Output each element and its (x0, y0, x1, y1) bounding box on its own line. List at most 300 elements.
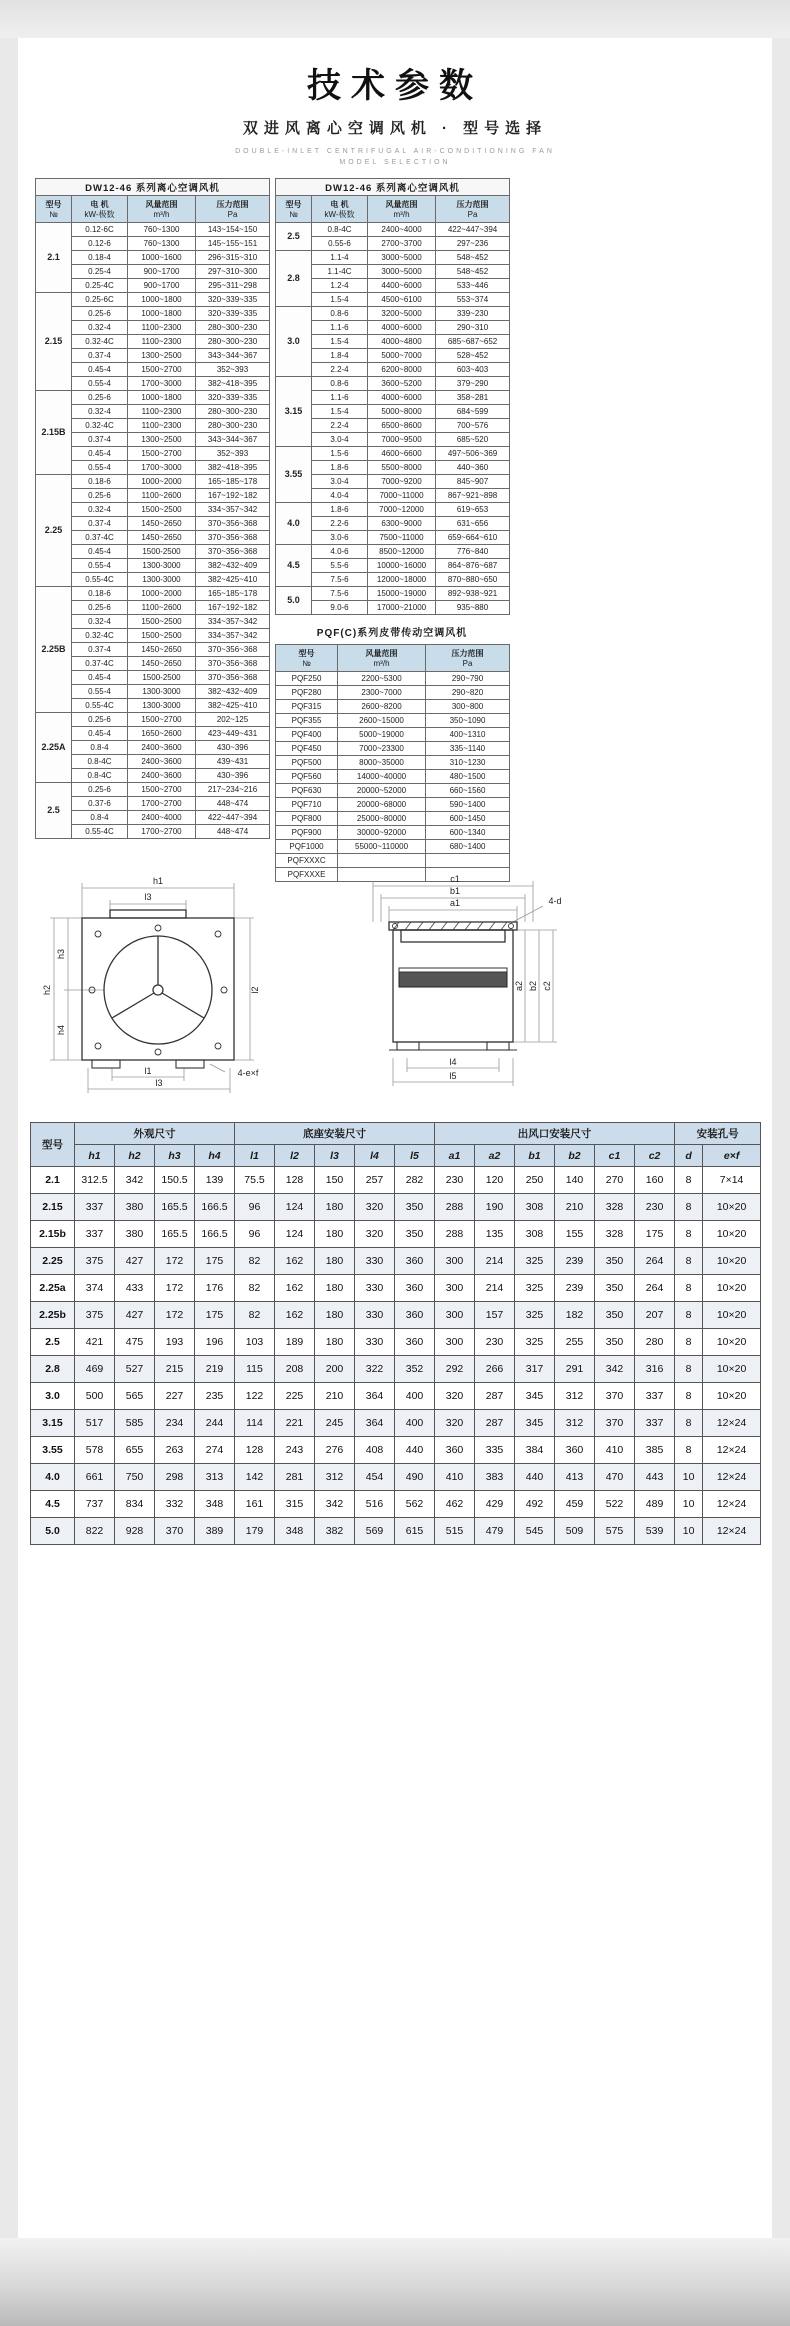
column-header (368, 196, 436, 223)
model-cell: PQF900 (276, 826, 338, 840)
dimension-cell: 244 (195, 1410, 235, 1437)
dimension-cell: 287 (475, 1410, 515, 1437)
dimension-cell: 180 (315, 1194, 355, 1221)
dimension-cell: 350 (595, 1302, 635, 1329)
dimension-cell: 312.5 (75, 1167, 115, 1194)
column-header-line2: kW-极数 (324, 209, 355, 219)
dimension-cell: 380 (115, 1194, 155, 1221)
column-header-line2: № (289, 209, 298, 219)
airflow-cell: 12000~18000 (368, 573, 436, 587)
model-cell: PQF560 (276, 770, 338, 784)
pressure-cell: 382~432~409 (196, 685, 270, 699)
page-title: 技术参数 (307, 67, 483, 105)
column-header-line2: m³/h (373, 658, 390, 668)
sub-header: b2 (555, 1145, 595, 1167)
dimension-cell: 360 (395, 1302, 435, 1329)
dimension-cell: 350 (395, 1221, 435, 1248)
motor-cell: 1.8-6 (312, 461, 368, 475)
airflow-cell: 10000~16000 (368, 559, 436, 573)
model-cell: 3.0 (31, 1383, 75, 1410)
table-row (276, 405, 510, 419)
airflow-cell: 2400~3600 (128, 755, 196, 769)
motor-cell: 1.8-6 (312, 503, 368, 517)
pressure-cell: 892~938~921 (436, 587, 510, 601)
motor-cell: 0.32-4 (72, 615, 128, 629)
dimension-cell: 12×24 (703, 1464, 761, 1491)
table-body (36, 223, 270, 839)
model-cell: 3.55 (276, 447, 312, 503)
table-row (36, 741, 270, 755)
dimension-cell: 200 (315, 1356, 355, 1383)
pressure-cell: 300~800 (426, 700, 510, 714)
pressure-cell: 370~356~368 (196, 643, 270, 657)
dimension-cell: 196 (195, 1329, 235, 1356)
airflow-cell: 1100~2300 (128, 405, 196, 419)
group-header: 出风口安装尺寸 (435, 1123, 675, 1145)
column-header (436, 196, 510, 223)
table-row (36, 769, 270, 783)
table-row (36, 279, 270, 293)
model-cell: 3.15 (276, 377, 312, 447)
column-header (72, 196, 128, 223)
dimension-cell: 470 (595, 1464, 635, 1491)
pressure-cell: 553~374 (436, 293, 510, 307)
pressure-cell: 680~1400 (426, 840, 510, 854)
pressure-cell: 685~520 (436, 433, 510, 447)
dimension-cell: 360 (555, 1437, 595, 1464)
pressure-cell: 379~290 (436, 377, 510, 391)
pressure-cell: 528~452 (436, 349, 510, 363)
dimension-cell: 221 (275, 1410, 315, 1437)
pressure-cell: 600~1340 (426, 826, 510, 840)
pressure-cell: 217~234~216 (196, 783, 270, 797)
column-header-line1: 型号 (298, 648, 315, 658)
pressure-cell: 334~357~342 (196, 503, 270, 517)
table-row (276, 363, 510, 377)
motor-cell: 3.0-6 (312, 531, 368, 545)
pressure-cell: 350~1090 (426, 714, 510, 728)
dimension-cell: 150.5 (155, 1167, 195, 1194)
airflow-cell: 4000~6000 (368, 391, 436, 405)
pressure-cell: 145~155~151 (196, 237, 270, 251)
column-header (276, 196, 312, 223)
dimension-cell: 8 (675, 1356, 703, 1383)
dimension-cell: 300 (435, 1329, 475, 1356)
model-cell: PQF630 (276, 784, 338, 798)
dimension-cell: 10 (675, 1518, 703, 1545)
dimension-cell: 312 (315, 1464, 355, 1491)
dimension-cell: 239 (555, 1275, 595, 1302)
airflow-cell: 900~1700 (128, 265, 196, 279)
table-row (36, 559, 270, 573)
motor-cell: 0.37-4 (72, 349, 128, 363)
dimension-cell: 375 (75, 1302, 115, 1329)
dimension-cell: 400 (395, 1410, 435, 1437)
dimension-cell: 280 (635, 1329, 675, 1356)
dimension-cell: 276 (315, 1437, 355, 1464)
sub-header: l4 (355, 1145, 395, 1167)
dimension-cell: 225 (275, 1383, 315, 1410)
dimension-cell: 264 (635, 1275, 675, 1302)
dimension-cell: 180 (315, 1302, 355, 1329)
motor-cell: 2.2-4 (312, 419, 368, 433)
airflow-cell: 1700~3000 (128, 461, 196, 475)
table-row (36, 629, 270, 643)
dim-label-l4: l4 (449, 1057, 457, 1067)
dimension-cell: 162 (275, 1248, 315, 1275)
airflow-cell: 20000~52000 (338, 784, 426, 798)
motor-cell: 0.32-4C (72, 335, 128, 349)
airflow-cell (338, 854, 426, 868)
airflow-cell: 760~1300 (128, 237, 196, 251)
table-row (276, 812, 510, 826)
dim-label-h1: h1 (152, 876, 164, 886)
column-header-line2: Pa (462, 658, 473, 668)
dimension-cell: 320 (435, 1410, 475, 1437)
dimension-cell: 492 (515, 1491, 555, 1518)
sub-header: l1 (235, 1145, 275, 1167)
model-cell: 3.15 (31, 1410, 75, 1437)
dimension-cell: 459 (555, 1491, 595, 1518)
dimension-cell: 308 (515, 1221, 555, 1248)
motor-cell: 1.1-6 (312, 391, 368, 405)
dimension-cell: 175 (635, 1221, 675, 1248)
airflow-cell: 30000~92000 (338, 826, 426, 840)
table-row (36, 517, 270, 531)
dimension-cell: 479 (475, 1518, 515, 1545)
model-cell: 2.8 (276, 251, 312, 307)
airflow-cell: 1700~2700 (128, 825, 196, 839)
airflow-cell: 6500~8600 (368, 419, 436, 433)
table-row (276, 265, 510, 279)
table-row (31, 1194, 761, 1221)
dimension-cell: 291 (555, 1356, 595, 1383)
dimension-cell: 172 (155, 1275, 195, 1302)
dimension-cell: 342 (595, 1356, 635, 1383)
table-row (31, 1491, 761, 1518)
side-shaft-bar (399, 968, 507, 987)
column-header (312, 196, 368, 223)
dimension-cell: 12×24 (703, 1491, 761, 1518)
table-row (276, 854, 510, 868)
pressure-cell: 448~474 (196, 825, 270, 839)
airflow-cell: 1300~2500 (128, 433, 196, 447)
dimension-cell: 421 (75, 1329, 115, 1356)
pressure-cell: 590~1400 (426, 798, 510, 812)
dimension-cell: 10 (675, 1491, 703, 1518)
table-row (276, 531, 510, 545)
table-head (36, 179, 270, 223)
dimension-cell: 162 (275, 1275, 315, 1302)
side-bolt-holes (393, 924, 514, 929)
pressure-cell: 382~432~409 (196, 559, 270, 573)
airflow-cell: 2200~5300 (338, 672, 426, 686)
motor-cell: 4.0-6 (312, 545, 368, 559)
pressure-cell: 439~431 (196, 755, 270, 769)
pressure-cell: 296~315~310 (196, 251, 270, 265)
airflow-cell: 1500~2500 (128, 503, 196, 517)
table-row (36, 377, 270, 391)
table-row (276, 475, 510, 489)
dimension-cell: 490 (395, 1464, 435, 1491)
motor-cell: 0.55-4C (72, 573, 128, 587)
model-cell: PQF450 (276, 742, 338, 756)
dimension-cell: 408 (355, 1437, 395, 1464)
dimension-cell: 215 (155, 1356, 195, 1383)
airflow-cell: 5500~8000 (368, 461, 436, 475)
column-header-line1: 风量范围 (365, 648, 398, 658)
pressure-cell: 165~185~178 (196, 475, 270, 489)
dimension-cell: 300 (435, 1248, 475, 1275)
table-row (276, 461, 510, 475)
table-row (36, 335, 270, 349)
dimension-cell: 263 (155, 1437, 195, 1464)
dimension-drawings-section (40, 872, 750, 1100)
dimension-cell: 316 (635, 1356, 675, 1383)
column-header-line2: Pa (467, 209, 478, 219)
dimension-cell: 10×20 (703, 1194, 761, 1221)
dimension-cell: 210 (555, 1194, 595, 1221)
pressure-cell: 400~1310 (426, 728, 510, 742)
motor-cell: 0.12-6 (72, 237, 128, 251)
motor-cell: 9.0-6 (312, 601, 368, 615)
table-row (36, 321, 270, 335)
column-header-line1: 压力范围 (451, 648, 484, 658)
dimension-cell: 350 (595, 1248, 635, 1275)
dimension-cell: 312 (555, 1410, 595, 1437)
page-subtitle-en-line1: DOUBLE-INLET CENTRIFUGAL AIR-CONDITIONING FAN (235, 148, 555, 155)
side-feet (389, 1042, 517, 1050)
pressure-cell: 334~357~342 (196, 615, 270, 629)
dimension-cell: 8 (675, 1329, 703, 1356)
dimension-cell: 266 (475, 1356, 515, 1383)
dimension-cell: 517 (75, 1410, 115, 1437)
table-row (276, 784, 510, 798)
airflow-cell: 2600~8200 (338, 700, 426, 714)
table-row (276, 503, 510, 517)
airflow-cell: 1100~2600 (128, 489, 196, 503)
pressure-cell: 370~356~368 (196, 517, 270, 531)
dimension-cell: 516 (355, 1491, 395, 1518)
table-row (36, 699, 270, 713)
dimension-cell: 128 (275, 1167, 315, 1194)
table-row (276, 251, 510, 265)
pressure-cell: 280~300~230 (196, 321, 270, 335)
airflow-cell: 2400~4000 (128, 811, 196, 825)
dimension-cell: 300 (435, 1275, 475, 1302)
table-row (36, 461, 270, 475)
dimension-cell: 298 (155, 1464, 195, 1491)
airflow-cell: 1500-2500 (128, 545, 196, 559)
motor-cell: 0.25-6 (72, 783, 128, 797)
table-row (36, 601, 270, 615)
dimension-cell: 214 (475, 1248, 515, 1275)
hole-note-exf: 4-e×f (237, 1068, 259, 1078)
motor-cell: 1.5-4 (312, 335, 368, 349)
dimension-cell: 661 (75, 1464, 115, 1491)
dimension-cell: 235 (195, 1383, 235, 1410)
dimension-cell: 120 (475, 1167, 515, 1194)
pressure-cell: 548~452 (436, 265, 510, 279)
dimension-cell: 10×20 (703, 1248, 761, 1275)
column-header (276, 645, 338, 672)
pressure-cell: 480~1500 (426, 770, 510, 784)
dimension-cell: 360 (395, 1275, 435, 1302)
table-title: DW12-46 系列离心空调风机 (276, 179, 510, 196)
motor-cell: 0.25-6 (72, 713, 128, 727)
dimension-cell: 115 (235, 1356, 275, 1383)
column-header (338, 645, 426, 672)
motor-cell: 5.5-6 (312, 559, 368, 573)
dimension-cell: 161 (235, 1491, 275, 1518)
column-header-line1: 风量范围 (385, 199, 418, 209)
airflow-cell: 2400~3600 (128, 741, 196, 755)
dimension-cell: 348 (275, 1518, 315, 1545)
top-margin-band (0, 0, 790, 38)
model-cell: 5.0 (31, 1518, 75, 1545)
pressure-cell: 167~192~182 (196, 601, 270, 615)
table-row (276, 517, 510, 531)
column-header-line2: m³/h (393, 209, 410, 219)
table-row (36, 223, 270, 237)
dimension-cell: 8 (675, 1194, 703, 1221)
dimension-cell: 103 (235, 1329, 275, 1356)
table-row (276, 489, 510, 503)
motor-cell: 3.0-4 (312, 433, 368, 447)
dimension-cell: 454 (355, 1464, 395, 1491)
dimension-cell: 585 (115, 1410, 155, 1437)
airflow-cell: 1300-3000 (128, 573, 196, 587)
table-row (276, 321, 510, 335)
pressure-cell: 358~281 (436, 391, 510, 405)
airflow-cell: 2700~3700 (368, 237, 436, 251)
motor-cell: 0.32-4C (72, 629, 128, 643)
model-cell: 3.55 (31, 1437, 75, 1464)
motor-cell: 0.25-6 (72, 391, 128, 405)
table-row (36, 391, 270, 405)
group-header: 外观尺寸 (75, 1123, 235, 1145)
dimension-cell: 12×24 (703, 1410, 761, 1437)
dimension-cell: 750 (115, 1464, 155, 1491)
table-row (31, 1410, 761, 1437)
table-row (276, 237, 510, 251)
motor-cell: 0.32-4 (72, 405, 128, 419)
dimension-cell: 515 (435, 1518, 475, 1545)
motor-cell: 1.8-4 (312, 349, 368, 363)
dimension-cell: 545 (515, 1518, 555, 1545)
motor-cell: 0.25-6 (72, 307, 128, 321)
model-cell: 2.25 (31, 1248, 75, 1275)
table-row (31, 1437, 761, 1464)
column-header (128, 196, 196, 223)
dimension-cell: 370 (595, 1383, 635, 1410)
motor-cell: 0.18-4 (72, 251, 128, 265)
pressure-cell: 700~576 (436, 419, 510, 433)
table-row (36, 671, 270, 685)
motor-cell: 0.8-6 (312, 307, 368, 321)
airflow-cell: 7000~12000 (368, 503, 436, 517)
dimension-cell: 122 (235, 1383, 275, 1410)
dimension-cell: 274 (195, 1437, 235, 1464)
pqf-spec-table (275, 644, 510, 882)
dimension-cell: 360 (395, 1248, 435, 1275)
dim-label-h3: h3 (56, 948, 66, 960)
dimension-cell: 140 (555, 1167, 595, 1194)
motor-cell: 1.5-4 (312, 405, 368, 419)
sub-header: l5 (395, 1145, 435, 1167)
dimension-cell: 172 (155, 1248, 195, 1275)
dimension-cell: 655 (115, 1437, 155, 1464)
airflow-cell: 1500~2700 (128, 713, 196, 727)
dimension-cell: 527 (115, 1356, 155, 1383)
pressure-cell: 382~425~410 (196, 699, 270, 713)
table-row (36, 447, 270, 461)
motor-cell: 0.45-4 (72, 727, 128, 741)
table-row (276, 672, 510, 686)
dim-label-c2: c2 (542, 981, 552, 991)
dimension-cell: 413 (555, 1464, 595, 1491)
dimension-cell: 180 (315, 1248, 355, 1275)
model-cell: 2.25 (36, 475, 72, 587)
airflow-cell: 6200~8000 (368, 363, 436, 377)
motor-cell: 0.37-4 (72, 517, 128, 531)
pressure-cell: 202~125 (196, 713, 270, 727)
model-cell: 2.15 (36, 293, 72, 391)
motor-cell: 0.37-6 (72, 797, 128, 811)
table-row (36, 419, 270, 433)
table-row (36, 307, 270, 321)
dimension-cell: 389 (195, 1518, 235, 1545)
pressure-cell: 297~236 (436, 237, 510, 251)
dimension-cell: 320 (435, 1383, 475, 1410)
dimension-cell: 172 (155, 1302, 195, 1329)
dim-label-h2: h2 (42, 984, 52, 996)
dimension-cell: 562 (395, 1491, 435, 1518)
dimension-cell: 210 (315, 1383, 355, 1410)
pressure-cell: 290~790 (426, 672, 510, 686)
airflow-cell: 1300-3000 (128, 699, 196, 713)
dimension-cell: 219 (195, 1356, 235, 1383)
dimension-cell: 360 (395, 1329, 435, 1356)
column-header (196, 196, 270, 223)
airflow-cell: 3200~5000 (368, 307, 436, 321)
airflow-cell: 1000~2000 (128, 587, 196, 601)
pressure-cell: 870~880~650 (436, 573, 510, 587)
table-row (276, 798, 510, 812)
dimension-cell: 328 (595, 1221, 635, 1248)
airflow-cell: 20000~68000 (338, 798, 426, 812)
sub-header: c2 (635, 1145, 675, 1167)
pressure-cell: 310~1230 (426, 756, 510, 770)
pqf-table-title: PQF(C)系列皮带传动空调风机 (316, 628, 468, 639)
table-row (276, 419, 510, 433)
motor-cell: 0.18-6 (72, 475, 128, 489)
pressure-cell: 660~1560 (426, 784, 510, 798)
pressure-cell: 370~356~368 (196, 657, 270, 671)
motor-cell: 0.45-4 (72, 447, 128, 461)
dimension-cell: 348 (195, 1491, 235, 1518)
dimension-cell: 208 (275, 1356, 315, 1383)
motor-cell: 1.5-4 (312, 293, 368, 307)
airflow-cell: 5000~19000 (338, 728, 426, 742)
dimension-cell: 281 (275, 1464, 315, 1491)
airflow-cell: 1500~2700 (128, 363, 196, 377)
model-cell: PQF355 (276, 714, 338, 728)
motor-cell: 0.8-4 (72, 741, 128, 755)
dim-label-l3-bottom: l3 (155, 1078, 163, 1088)
table-title-row (276, 179, 510, 196)
dimension-cell: 7×14 (703, 1167, 761, 1194)
